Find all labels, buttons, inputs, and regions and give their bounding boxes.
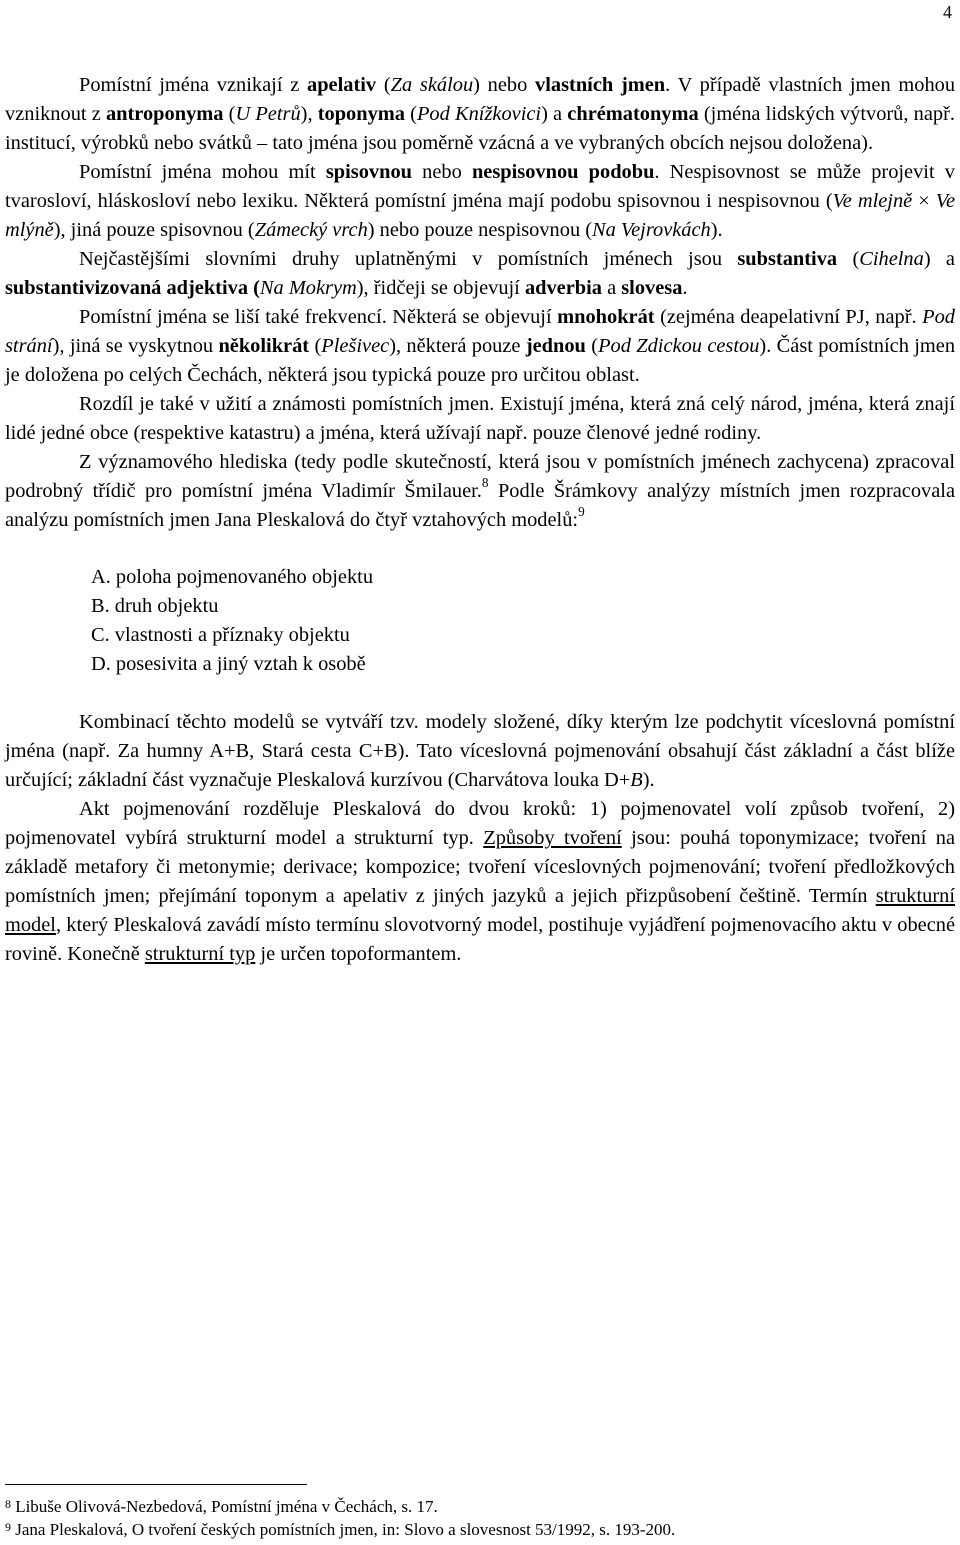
text-run: Na Vejrovkách (592, 219, 711, 241)
paragraph (5, 71, 955, 158)
text-run: strukturní model (5, 885, 955, 936)
text-run: , který Pleskalová zavádí místo termínu slovotvorný model, postihuje vyjádření pojmenovacího aktu v obecné rovině. Konečně (5, 914, 955, 965)
text-run: ). Část pomístních jmen je doložena po celých Čechách, některá jsou typická pouze pro určitou oblast. (5, 335, 956, 386)
text-run: ), (300, 103, 318, 125)
text-run: ( (376, 74, 391, 96)
text-run: ) a (923, 248, 955, 270)
text-run: ), jiná se vyskytnou (52, 335, 219, 357)
text-run: Cihelna (859, 248, 924, 270)
text-run: vlastních jmen (535, 74, 666, 96)
text-run: Ve mlejně (832, 190, 913, 212)
text-run: antroponyma (105, 103, 224, 125)
text-run: Kombinací těchto modelů se vytváří tzv. modely složené, díky kterým lze podchytit víceslovná pomístní jména (např. Za humny A+B, Stará cesta C+B). Tato víceslovná pojmenování obsahují část základní a část blíže určující; základní část vyznačuje Pleskalová kurzívou (Charvátova louka D+ (5, 711, 955, 791)
footnote-text: Jana Pleskalová, O tvoření českých pomístních jmen, in: Slovo a slovesnost 53/1992, s. 193-200. (15, 1520, 676, 1539)
footnote-divider (5, 1484, 307, 1485)
text-run: spisovnou (325, 161, 412, 183)
text-run: nebo (412, 161, 472, 183)
footnote-ref: 8 (481, 474, 489, 490)
text-run: toponyma (317, 103, 405, 125)
text-run: ( (837, 248, 860, 270)
text-run: Pomístní jména vznikají z (79, 74, 307, 96)
list-item: D. posesivita a jiný vztah k osobě (91, 653, 366, 675)
text-run: ( (585, 335, 599, 357)
text-run: a (602, 277, 622, 299)
document-body (5, 71, 955, 969)
relation-models-list (5, 563, 955, 679)
text-run: . V případě vlastních jmen mohou vzniknout z (5, 74, 956, 125)
paragraph (5, 448, 955, 535)
text-run: (zejména deapelativní PJ, např. (654, 306, 923, 328)
footnote (5, 1518, 675, 1541)
text-run: nespisovnou podobu (471, 161, 655, 183)
text-run: adverbia (524, 277, 602, 299)
text-run: Akt pojmenování rozděluje Pleskalová do dvou kroků: 1) pojmenovatel volí způsob tvoření, 2) pojmenovatel vybírá strukturní model a strukturní typ. (5, 798, 955, 849)
text-run: jsou: pouhá toponymizace; tvoření na základě metafory či metonymie; derivace; kompozice; tvoření víceslovných pojmenování; tvoření předložkových pomístních jmen; přejímání toponym a apelativ z jiných jazyků a jejich přizpůsobení češtině. Termín (5, 827, 956, 907)
footnote-ref: 9 (578, 503, 585, 519)
text-run: apelativ (307, 74, 377, 96)
text-run: Nejčastějšími slovními druhy uplatněnými v pomístních jménech jsou (79, 248, 738, 270)
text-run: slovesa (621, 277, 683, 299)
text-run: ( (223, 103, 236, 125)
text-run: Zámecký vrch (254, 219, 368, 241)
text-run: Podle Šrámkovy analýzy místních jmen rozpracovala analýzu pomístních jmen Jana Pleskalová do čtyř vztahových modelů: (5, 480, 956, 531)
footnote-number: 8 (5, 1496, 11, 1511)
paragraph (5, 245, 955, 303)
text-run: Pod Knížkovici (416, 103, 542, 125)
text-run: ), některá pouze (389, 335, 526, 357)
paragraphs-after (5, 708, 955, 969)
text-run: . Nespisovnost se může projevit v tvarosloví, hláskosloví nebo lexiku. Některá pomístní jména mají podobu spisovnou i nespisovnou ( (5, 161, 955, 212)
text-run: ) nebo (473, 74, 536, 96)
paragraph (5, 795, 955, 969)
text-run: jednou (525, 335, 586, 357)
text-run: ( (404, 103, 417, 125)
text-run: Pomístní jména se liší také frekvencí. Některá se objevují (79, 306, 558, 328)
text-run: . (682, 277, 688, 299)
text-run: Plešivec (321, 335, 390, 357)
footnote-number: 9 (5, 1519, 11, 1534)
text-run: mnohokrát (557, 306, 655, 328)
paragraphs-before (5, 71, 955, 535)
text-run: (jména lidských výtvorů, např. institucí, výrobků nebo svátků – tato jména jsou poměrně vzácná a ve vybraných obcích nejsou doložena). (5, 103, 955, 154)
text-run: je určen topoformantem. (255, 943, 462, 965)
text-run: substantivizovaná adjektiva ( (5, 277, 260, 299)
text-run: chrématonyma (567, 103, 699, 125)
text-run: Z významového hlediska (tedy podle skutečností, která jsou v pomístních jménech zachycena) zpracoval podrobný třídič pro pomístní jména Vladimír Šmilauer. (5, 451, 955, 502)
paragraph (5, 303, 955, 390)
paragraph (5, 708, 955, 795)
text-run: Pomístní jména mohou mít (79, 161, 326, 183)
list-item: C. vlastnosti a příznaky objektu (91, 624, 350, 646)
text-run: × (912, 190, 936, 212)
text-run: Ve mlýně (5, 190, 955, 241)
text-run: substantiva (737, 248, 838, 270)
paragraph (5, 158, 955, 245)
text-run: ( (309, 335, 322, 357)
list-item: A. poloha pojmenovaného objektu (91, 566, 374, 588)
footnote (5, 1495, 675, 1518)
text-run: ) a (541, 103, 568, 125)
footnotes (5, 1495, 675, 1541)
text-run: Rozdíl je také v užití a známosti pomístních jmen. Existují jména, která zná celý národ, jména, která znají lidé jedné obce (respektive katastru) a jména, která užívají např. pouze členové jedné rodiny. (5, 393, 955, 444)
text-run: B (630, 769, 643, 791)
paragraph (5, 390, 955, 448)
text-run: Pod Zdickou cestou (598, 335, 760, 357)
text-run: ). (642, 769, 655, 791)
text-run: Způsoby tvoření (483, 827, 622, 849)
text-run: Na Mokrym (259, 277, 357, 299)
text-run: U Petrů (235, 103, 301, 125)
footnote-text: Libuše Olivová-Nezbedová, Pomístní jména v Čechách, s. 17. (15, 1497, 438, 1516)
text-run: ), jiná pouze spisovnou ( (53, 219, 255, 241)
text-run: ), řidčeji se objevují (356, 277, 525, 299)
text-run: ) nebo pouze nespisovnou ( (367, 219, 593, 241)
list-item: B. druh objektu (91, 595, 219, 617)
text-run: strukturní typ (144, 943, 256, 965)
text-run: Za skálou (390, 74, 474, 96)
text-run: několikrát (218, 335, 310, 357)
text-run: ). (710, 219, 723, 241)
text-run: Pod strání (5, 306, 955, 357)
page-number: 4 (943, 2, 952, 22)
